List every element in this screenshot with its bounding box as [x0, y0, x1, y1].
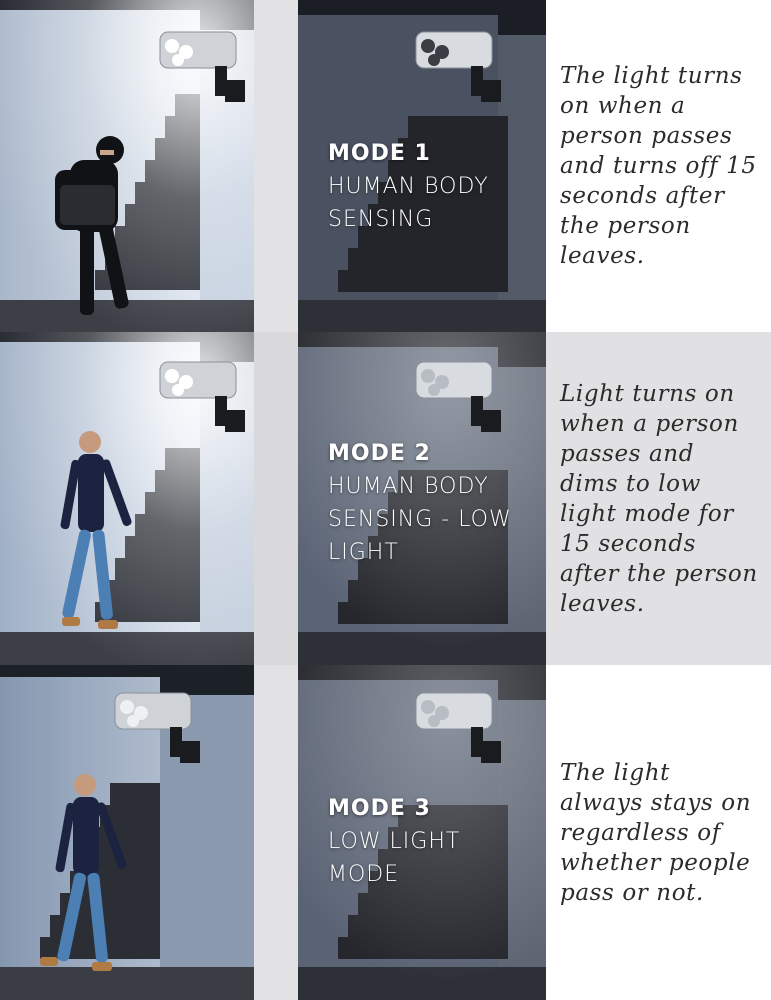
scene-illustration: [0, 332, 254, 665]
mode-subtitle: HUMAN BODY SENSING: [328, 174, 489, 232]
divider: [254, 332, 298, 665]
scene-mode-label: [298, 332, 546, 665]
mode-description-panel: [546, 665, 771, 1000]
mode-label: [328, 138, 538, 236]
mode-title: MODE 2: [328, 441, 431, 466]
scene-person-lowlight: [0, 665, 254, 1000]
mode-row-1: [0, 0, 771, 332]
scene-person-lit: [0, 0, 254, 332]
scene-illustration: [0, 0, 254, 332]
mode-description-panel: [546, 332, 771, 665]
mode-description: The light turns on when a person passes and turns off 15 seconds after the person leaves.: [560, 63, 757, 269]
scene-mode-label: [298, 0, 546, 332]
scene-person-lit: [0, 332, 254, 665]
divider: [254, 665, 298, 1000]
mode-row-3: [0, 665, 771, 1000]
mode-title: MODE 3: [328, 796, 431, 821]
mode-subtitle: LOW LIGHT MODE: [328, 829, 461, 887]
mode-description: Light turns on when a person passes and dims to low light mode for 15 seconds after the person leaves.: [560, 380, 758, 617]
mode-description: The light always stays on regardless of whether people pass or not.: [560, 759, 752, 906]
mode-label: [328, 793, 538, 891]
mode-label: [328, 438, 538, 569]
mode-subtitle: HUMAN BODY SENSING - LOW LIGHT: [328, 474, 512, 565]
divider: [254, 0, 298, 332]
mode-description-panel: [546, 0, 771, 332]
mode-row-2: [0, 332, 771, 665]
mode-title: MODE 1: [328, 141, 431, 166]
scene-mode-label: [298, 665, 546, 1000]
scene-illustration: [0, 665, 254, 1000]
